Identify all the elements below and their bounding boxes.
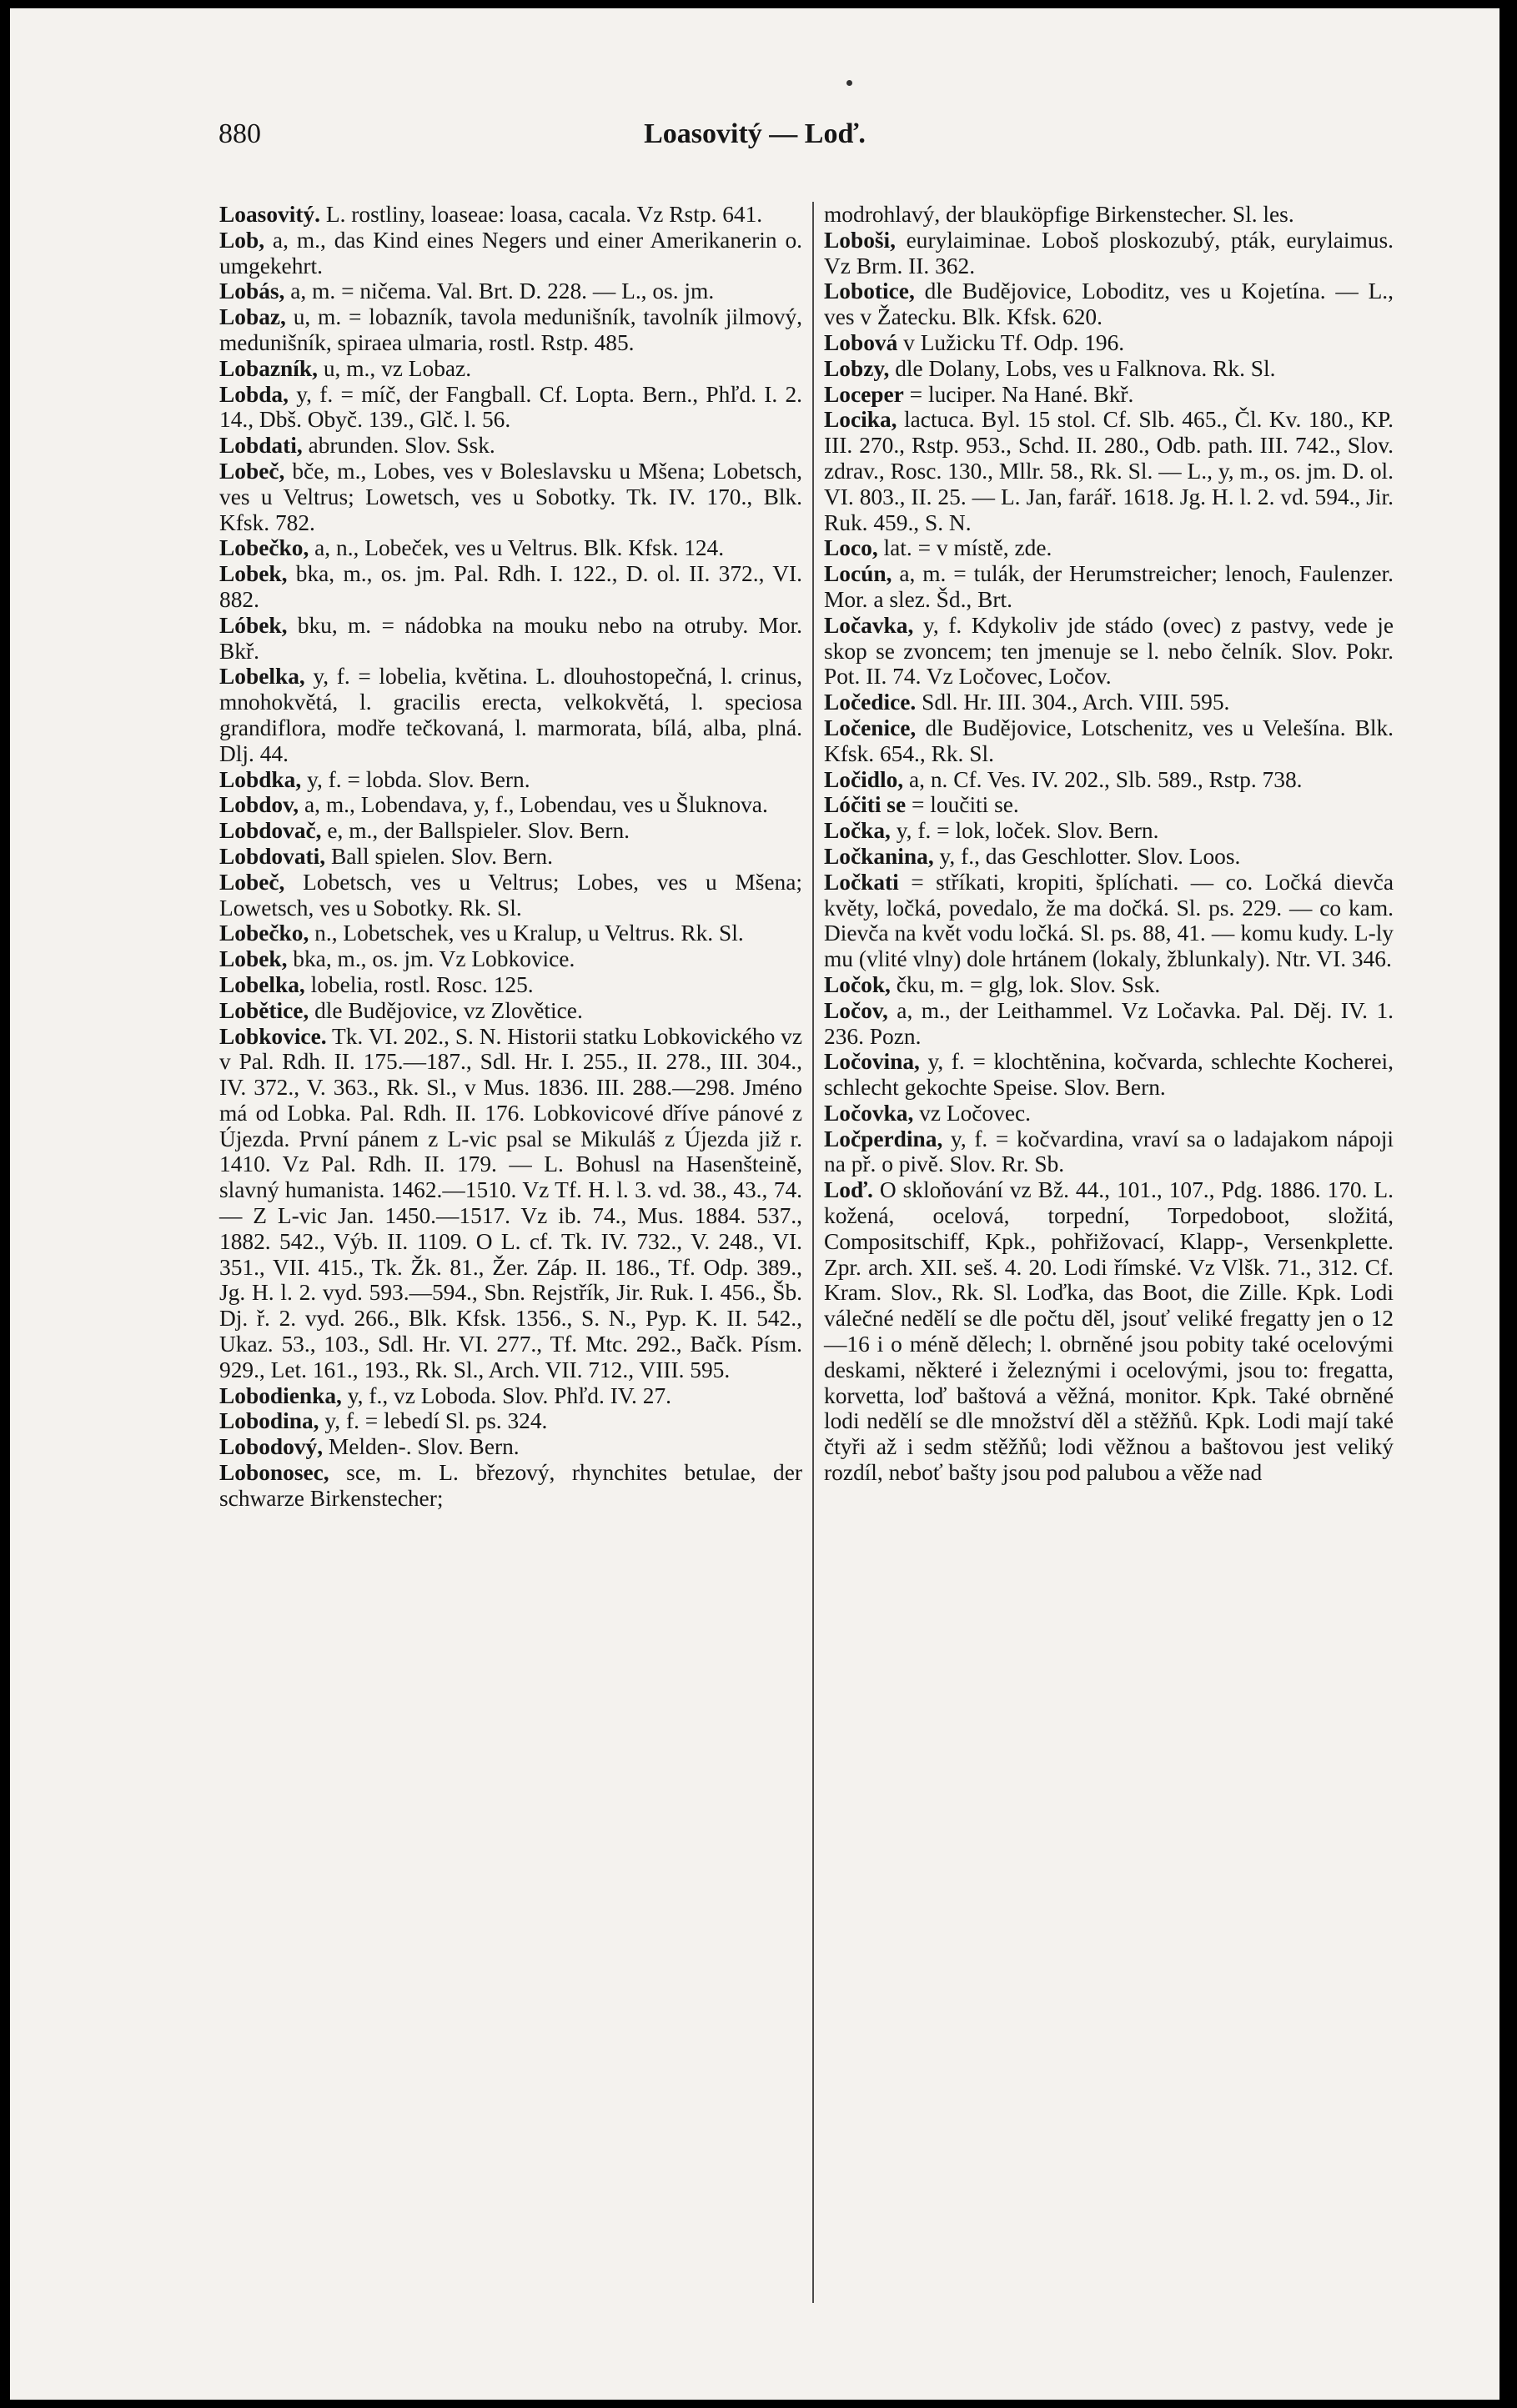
entry-definition: O skloňování vz Bž. 44., 101., 107., Pdg. 1886. 170. L. kožená, ocelová, torpední, Torpedoboot, složitá, Compositschiff, Kpk., pohřižovací, Klapp-, Versenkplette. Zpr. arch. XII. seš. 4. 20. Lodi římské. Vz Vlšk. 71., 312. Cf. Kram. Slov., Rk. Sl. Loďka, das Boot, die Zille. Kpk. Lodi válečné nedělí se dle počtu děl, jsouť veliké fregatty jen o 12—16 i o méně dělech; l. obrněné jsou pobity také ocelovými deskami, některé i železnými i ocelovými, jsou to: fregatta, korvetta, loď baštová a věžná, monitor. Kpk. Také obrněné lodi nedělí se dle množství děl a stěžňů. Kpk. Lodi mají také čtyři až i sedm stěžňů; lodi věžnou a baštovou jest veliký rozdíl, neboť bašty jsou pod palubou a věže nad xyxy=(824,1177,1394,1486)
entry-headword: Locún, xyxy=(824,561,892,587)
dictionary-entry xyxy=(219,356,802,382)
entry-definition: u, m., vz Lobaz. xyxy=(317,355,472,381)
dictionary-entry xyxy=(219,998,802,1024)
dictionary-entry xyxy=(219,382,802,434)
entry-definition: a, m., Lobendava, y, f., Lobendau, ves u Šluknova. xyxy=(299,792,768,818)
entry-headword: Lobodový, xyxy=(219,1434,324,1460)
dictionary-entry xyxy=(824,792,1394,818)
entry-headword: Lobdov, xyxy=(219,792,299,818)
entry-headword: Ločovina, xyxy=(824,1049,920,1075)
entry-headword: Lob, xyxy=(219,227,265,253)
entry-definition: lat. = v místě, zde. xyxy=(877,535,1052,561)
dictionary-entry xyxy=(824,382,1394,408)
entry-headword: Lobás, xyxy=(219,278,285,304)
entry-definition: y, f. Kdykoliv jde stádo (ovec) z pastvy, vede je skop se zvoncem; ten jmenuje se l. nebo čelník. Slov. Pokr. Pot. II. 74. Vz Ločovec, Ločov. xyxy=(824,612,1394,690)
dictionary-entry xyxy=(219,1434,802,1460)
dictionary-entry xyxy=(219,613,802,665)
entry-headword: Ločkanina, xyxy=(824,843,934,869)
entry-headword: Loco, xyxy=(824,535,878,561)
entry-headword: Lobečko, xyxy=(219,535,309,561)
dictionary-entry xyxy=(219,1460,802,1512)
entry-definition: eurylaiminae. Loboš ploskozubý, pták, eurylaimus. Vz Brm. II. 362. xyxy=(824,227,1394,278)
entry-definition: = luciper. Na Hané. Bkř. xyxy=(903,381,1134,407)
page-number: 880 xyxy=(219,118,261,149)
dictionary-entry xyxy=(219,1024,802,1383)
dictionary-entry xyxy=(824,1049,1394,1101)
dictionary-entry xyxy=(219,561,802,613)
entry-definition: Ball spielen. Slov. Bern. xyxy=(325,843,553,869)
dictionary-entry xyxy=(219,946,802,972)
entry-headword: Ločkati xyxy=(824,869,899,895)
entry-headword: Lobdati, xyxy=(219,433,303,459)
dictionary-entry xyxy=(824,844,1394,870)
entry-definition: a, m., der Leithammel. Vz Ločavka. Pal. Děj. IV. 1. 236. Pozn. xyxy=(824,997,1394,1049)
entry-definition: L. rostliny, loaseae: loasa, cacala. Vz Rstp. 641. xyxy=(319,202,763,227)
entry-definition: a, m. = tulák, der Herumstreicher; lenoch, Faulenzer. Mor. a slez. Šd., Brt. xyxy=(824,561,1394,612)
dictionary-entry xyxy=(219,767,802,793)
entry-headword: Lobek, xyxy=(219,561,288,587)
entry-headword: Lobaz, xyxy=(219,304,286,330)
entry-definition: Lobetsch, ves u Veltrus; Lobes, ves u Mšena; Lowetsch, ves u Sobotky. Rk. Sl. xyxy=(219,869,802,921)
speck-mark xyxy=(846,80,852,86)
entry-definition: y, f. = klochtěnina, kočvarda, schlechte Kocherei, schlecht gekochte Speise. Slov. Bern. xyxy=(824,1049,1394,1101)
entry-definition: a, m. = ničema. Val. Brt. D. 228. — L., os. jm. xyxy=(284,278,715,304)
entry-headword: Lobek, xyxy=(219,946,288,972)
entry-definition: bka, m., os. jm. Pal. Rdh. I. 122., D. ol. II. 372., VI. 882. xyxy=(219,561,802,612)
entry-definition: sce, m. L. březový, rhynchites betulae, der schwarze Birkenstecher; xyxy=(219,1460,802,1511)
entry-definition: modrohlavý, der blauköpfige Birkenstecher. Sl. les. xyxy=(824,202,1294,227)
entry-definition: abrunden. Slov. Ssk. xyxy=(302,433,495,459)
entry-definition: y, f. = lobelia, květina. L. dlouhostopečná, l. crinus, mnohokvětá, l. gracilis erecta, velkokvětá, l. speciosa grandiflora, modře tečkovaná, l. marmorata, bílá, alba, plná. Dlj. 44. xyxy=(219,664,802,766)
entry-definition: y, f. = kočvardina, vraví sa o ladajakom nápoji na př. o pivě. Slov. Rr. Sb. xyxy=(824,1126,1394,1177)
dictionary-entry xyxy=(824,690,1394,715)
dictionary-entry xyxy=(824,767,1394,793)
entry-headword: Ločovka, xyxy=(824,1100,914,1126)
dictionary-entry xyxy=(219,278,802,304)
dictionary-entry xyxy=(824,1126,1394,1178)
dictionary-entry xyxy=(824,818,1394,844)
running-title: Loasovitý — Loď. xyxy=(644,118,866,149)
dictionary-entry xyxy=(824,535,1394,561)
column-divider xyxy=(812,202,814,2303)
entry-headword: Ločov, xyxy=(824,997,888,1023)
entry-headword: Lóčiti se xyxy=(824,792,907,818)
entry-headword: Loceper xyxy=(824,381,904,407)
entry-headword: Lobonosec, xyxy=(219,1460,329,1486)
entry-headword: Lobová xyxy=(824,329,898,355)
dictionary-entry xyxy=(219,1408,802,1434)
dictionary-entry xyxy=(219,818,802,844)
entry-definition: = loučiti se. xyxy=(906,792,1019,818)
dictionary-entry xyxy=(824,202,1394,228)
entry-headword: Ločperdina, xyxy=(824,1126,943,1151)
dictionary-entry xyxy=(219,228,802,279)
entry-headword: Lobkovice. xyxy=(219,1023,327,1049)
dictionary-entry xyxy=(219,1383,802,1409)
entry-headword: Lobelka, xyxy=(219,971,305,997)
entry-headword: Ločenice, xyxy=(824,715,917,740)
entry-definition: y, f. = lebedí Sl. ps. 324. xyxy=(319,1408,548,1434)
entry-headword: Loasovitý. xyxy=(219,202,320,227)
entry-headword: Loboši, xyxy=(824,227,897,253)
dictionary-entry xyxy=(824,613,1394,690)
entry-definition: y, f. = lok, loček. Slov. Bern. xyxy=(890,818,1159,844)
entry-definition: y, f. = míč, der Fangball. Cf. Lopta. Bern., Phľd. I. 2. 14., Dbš. Obyč. 139., Glč. l. 56. xyxy=(219,381,802,433)
entry-definition: bka, m., os. jm. Vz Lobkovice. xyxy=(287,946,575,972)
entry-headword: Lóbek, xyxy=(219,612,288,638)
entry-headword: Lobečko, xyxy=(219,921,309,946)
dictionary-entry xyxy=(219,870,802,921)
entry-headword: Lobzy, xyxy=(824,355,890,381)
entry-definition: e, m., der Ballspieler. Slov. Bern. xyxy=(321,818,630,844)
entry-definition: y, f. = lobda. Slov. Bern. xyxy=(301,766,530,792)
entry-definition: a, n. Cf. Ves. IV. 202., Slb. 589., Rstp. 738. xyxy=(903,766,1303,792)
dictionary-entry xyxy=(219,459,802,535)
left-column xyxy=(219,202,802,1512)
entry-definition: v Lužicku Tf. Odp. 196. xyxy=(897,329,1125,355)
dictionary-entry xyxy=(219,792,802,818)
dictionary-entry xyxy=(824,407,1394,535)
entry-headword: Ločok, xyxy=(824,971,891,997)
dictionary-entry xyxy=(824,356,1394,382)
entry-definition: a, m., das Kind eines Negers und einer Amerikanerin o. umgekehrt. xyxy=(219,227,802,278)
dictionary-entry xyxy=(824,998,1394,1050)
entry-headword: Lobelka, xyxy=(219,664,305,690)
page-header xyxy=(10,118,1499,160)
entry-definition: dle Budějovice, vz Zlovětice. xyxy=(309,997,583,1023)
entry-headword: Lobotice, xyxy=(824,278,915,304)
dictionary-entry xyxy=(219,202,802,228)
entry-headword: Lobeč, xyxy=(219,869,285,895)
entry-headword: Ločka, xyxy=(824,818,891,844)
entry-headword: Lobdka, xyxy=(219,766,302,792)
entry-definition: n., Lobetschek, ves u Kralup, u Veltrus. Rk. Sl. xyxy=(309,921,744,946)
entry-definition: lactuca. Byl. 15 stol. Cf. Slb. 465., Čl. Kv. 180., KP. III. 270., Rstp. 953., Schd. II. 280., Odb. path. III. 742., Slov. zdrav., Rosc. 130., Mllr. 58., Rk. Sl. — L., y, m., os. jm. D. ol. VI. 803., II. 25. — L. Jan, farář. 1618. Jg. H. l. 2. vd. 594., Jir. Ruk. 459., S. N. xyxy=(824,407,1394,535)
dictionary-entry xyxy=(219,433,802,459)
entry-definition: = stříkati, kropiti, šplíchati. — co. Ločká dievča květy, ločká, povedalo, že ma dočká. Sl. ps. 229. — co kam. Dievča na květ vodu ločká. Sl. ps. 88, 41. — komu kudy. L-ly mu (vlité vlny) dole hrtánem (lokaly, žblunkaly). Ntr. VI. 346. xyxy=(824,869,1394,972)
dictionary-entry xyxy=(824,1177,1394,1486)
entry-headword: Lobda, xyxy=(219,381,289,407)
dictionary-entry xyxy=(824,1101,1394,1126)
entry-headword: Lobeč, xyxy=(219,458,285,484)
entry-definition: vz Ločovec. xyxy=(913,1100,1031,1126)
dictionary-entry xyxy=(219,844,802,870)
dictionary-entry xyxy=(824,278,1394,330)
entry-definition: čku, m. = glg, lok. Slov. Ssk. xyxy=(890,971,1161,997)
entry-definition: Melden-. Slov. Bern. xyxy=(323,1434,520,1460)
entry-definition: y, f., das Geschlotter. Slov. Loos. xyxy=(933,843,1241,869)
dictionary-entry xyxy=(824,330,1394,356)
entry-definition: a, n., Lobeček, ves u Veltrus. Blk. Kfsk. 124. xyxy=(309,535,725,561)
entry-headword: Ločedice. xyxy=(824,690,917,715)
entry-headword: Ločavka, xyxy=(824,612,914,638)
dictionary-entry xyxy=(824,870,1394,972)
dictionary-entry xyxy=(219,535,802,561)
dictionary-entry xyxy=(219,304,802,356)
dictionary-entry xyxy=(824,228,1394,279)
entry-headword: Lobazník, xyxy=(219,355,318,381)
right-column xyxy=(824,202,1394,1486)
dictionary-entry xyxy=(824,561,1394,613)
entry-definition: bku, m. = nádobka na mouku nebo na otruby. Mor. Bkř. xyxy=(219,612,802,664)
entry-definition: bče, m., Lobes, ves v Boleslavsku u Mšena; Lobetsch, ves u Veltrus; Lowetsch, ves u Sobotky. Tk. IV. 170., Blk. Kfsk. 782. xyxy=(219,458,802,535)
entry-definition: y, f., vz Loboda. Slov. Phľd. IV. 27. xyxy=(341,1382,671,1408)
entry-definition: dle Dolany, Lobs, ves u Falknova. Rk. Sl. xyxy=(889,355,1276,381)
entry-definition: Sdl. Hr. III. 304., Arch. VIII. 595. xyxy=(916,690,1230,715)
entry-headword: Lobdovač, xyxy=(219,818,322,844)
entry-headword: Loď. xyxy=(824,1177,873,1203)
dictionary-entry xyxy=(219,921,802,946)
dictionary-entry xyxy=(219,972,802,998)
entry-definition: dle Budějovice, Lotschenitz, ves u Velešína. Blk. Kfsk. 654., Rk. Sl. xyxy=(824,715,1394,766)
entry-definition: Tk. VI. 202., S. N. Historii statku Lobkovického vz v Pal. Rdh. II. 175.—187., Sdl. Hr. I. 255., II. 278., III. 304., IV. 372., V. 363., Rk. Sl., v Mus. 1836. III. 288.—298. Jméno má od Lobka. Pal. Rdh. II. 176. Lobkovicové dříve pánové z Újezda. První pánem z L-vic psal se Mikuláš z Újezda již r. 1410. Vz Pal. Rdh. II. 179. — L. Bohusl na Hasenšteině, slavný humanista. 1462.—1510. Vz Tf. H. l. 3. vd. 38., 43., 74. — Z L-vic Jan. 1450.—1517. Vz ib. 74., Mus. 1884. 537., 1882. 542., Výb. II. 1109. O L. cf. Tk. IV. 732., V. 248., VI. 351., VII. 415., Tk. Žk. 81., Žer. Záp. II. 186., Tf. Odp. 389., Jg. H. l. 2. vyd. 593.—594., Sbn. Rejstřík, Jir. Ruk. I. 456., Šb. Dj. ř. 2. vyd. 266., Blk. Kfsk. 1356., S. N., Pyp. K. II. 542., Ukaz. 53., 103., Sdl. Hr. VI. 277., Tf. Mtc. 292., Bačk. Písm. 929., Let. 161., 193., Rk. Sl., Arch. VII. 712., VIII. 595. xyxy=(219,1023,802,1382)
dictionary-entry xyxy=(219,664,802,766)
entry-definition: lobelia, rostl. Rosc. 125. xyxy=(304,971,534,997)
entry-headword: Lobětice, xyxy=(219,997,309,1023)
entry-headword: Locika, xyxy=(824,407,897,433)
entry-headword: Lobdovati, xyxy=(219,843,326,869)
entry-definition: dle Budějovice, Loboditz, ves u Kojetína. — L., ves v Žatecku. Blk. Kfsk. 620. xyxy=(824,278,1394,330)
dictionary-entry xyxy=(824,715,1394,767)
dictionary-entry xyxy=(824,972,1394,998)
entry-headword: Lobodina, xyxy=(219,1408,319,1434)
entry-headword: Ločidlo, xyxy=(824,766,904,792)
entry-definition: u, m. = lobazník, tavola medunišník, tavolník jilmový, medunišník, spiraea ulmaria, rostl. Rstp. 485. xyxy=(219,304,802,355)
entry-headword: Lobodienka, xyxy=(219,1382,342,1408)
dictionary-page xyxy=(10,8,1499,2400)
